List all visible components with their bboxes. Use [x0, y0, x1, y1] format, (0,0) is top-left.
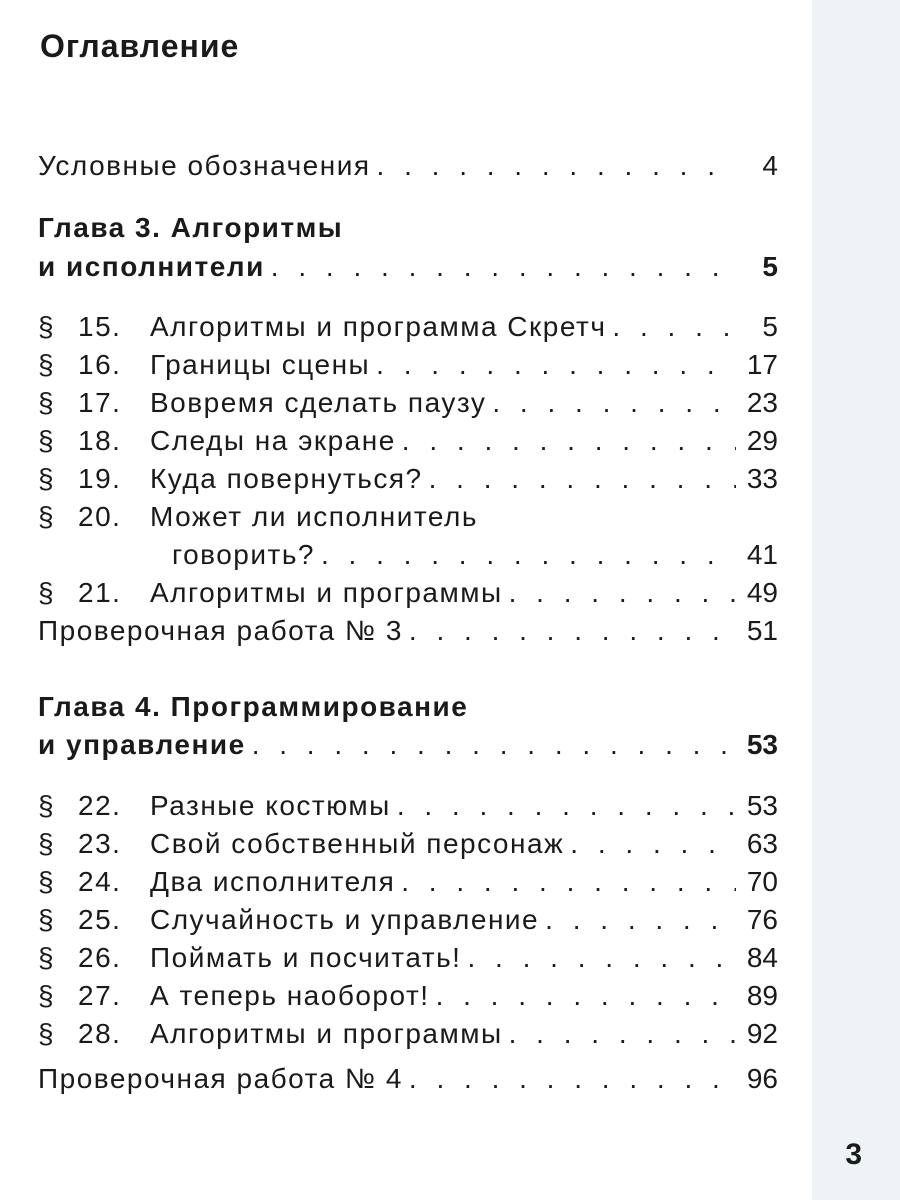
section-number: 19.	[78, 463, 122, 494]
toc-page-number: 96	[746, 1063, 778, 1094]
toc-entry-title: и исполнители	[38, 251, 265, 282]
dot-leader	[377, 150, 736, 182]
toc-page-number: 41	[746, 539, 778, 570]
toc-page-number: 5	[762, 251, 778, 282]
section-mark: §	[38, 349, 56, 380]
page-title: Оглавление	[40, 28, 240, 64]
section-mark: §	[38, 311, 56, 342]
dot-leader	[436, 980, 736, 1012]
dot-leader	[509, 1018, 736, 1050]
section-mark: §	[38, 980, 56, 1011]
section-mark: §	[38, 463, 56, 494]
toc-entry-section-17[interactable]	[38, 387, 778, 419]
toc-entry-section-19[interactable]	[38, 463, 778, 495]
toc-page-number: 33	[746, 463, 778, 494]
chapter-3-title-line1: Глава 3. Алгоритмы	[38, 212, 344, 243]
section-number: 22.	[78, 790, 122, 821]
section-number: 28.	[78, 1018, 122, 1049]
dot-leader	[397, 790, 736, 822]
section-mark: §	[38, 866, 56, 897]
toc-entry-test-4[interactable]	[38, 1063, 778, 1095]
toc-entry-title: Разные костюмы	[150, 790, 391, 821]
page-number: 3	[845, 1138, 862, 1171]
toc-entry-title: Проверочная работа № 3	[38, 615, 403, 646]
toc-page-number: 53	[746, 729, 778, 760]
toc-entry-title: Куда повернуться?	[150, 463, 423, 494]
dot-leader	[612, 311, 736, 343]
section-number: 24.	[78, 866, 122, 897]
toc-entry-section-24[interactable]	[38, 866, 778, 898]
toc-entry-title: А теперь наоборот!	[150, 980, 430, 1011]
toc-entry-section-20-line2[interactable]	[172, 539, 778, 571]
toc-page-number: 5	[762, 311, 778, 342]
dot-leader	[570, 828, 736, 860]
dot-leader	[409, 615, 736, 647]
section-mark: §	[38, 387, 56, 418]
toc-entry-section-25[interactable]	[38, 904, 778, 936]
toc-page-number: 49	[746, 577, 778, 608]
toc-page-number: 76	[746, 904, 778, 935]
section-mark: §	[38, 942, 56, 973]
toc-entry-section-21[interactable]	[38, 577, 778, 609]
dot-leader	[271, 251, 736, 283]
page-edge-strip	[812, 0, 900, 1200]
toc-entry-title: Проверочная работа № 4	[38, 1063, 403, 1094]
dot-leader	[429, 463, 736, 495]
toc-entry-section-26[interactable]	[38, 942, 778, 974]
toc-entry-title: Два исполнителя	[150, 866, 396, 897]
section-number: 26.	[78, 942, 122, 973]
dot-leader	[321, 539, 736, 571]
toc-entry-test-3[interactable]	[38, 615, 778, 647]
toc-entry-title: Условные обозначения	[38, 150, 371, 181]
toc-entry-section-18[interactable]	[38, 425, 778, 457]
toc-entry-section-16[interactable]	[38, 349, 778, 381]
toc-entry-chapter-3[interactable]	[38, 251, 778, 283]
toc-entry-chapter-4[interactable]	[38, 729, 778, 761]
toc-entry-section-20-line1[interactable]	[38, 501, 778, 533]
section-number: 25.	[78, 904, 122, 935]
section-number: 23.	[78, 828, 122, 859]
section-mark: §	[38, 501, 56, 532]
dot-leader	[376, 349, 736, 381]
toc-entry-legend[interactable]	[38, 150, 778, 182]
toc-entry-title: Алгоритмы и программы	[150, 577, 503, 608]
toc-entry-title: Поймать и посчитать!	[150, 942, 462, 973]
section-mark: §	[38, 790, 56, 821]
section-mark: §	[38, 904, 56, 935]
dot-leader	[252, 729, 736, 761]
toc-entry-section-22[interactable]	[38, 790, 778, 822]
toc-entry-title: Случайность и управление	[150, 904, 540, 935]
dot-leader	[492, 387, 736, 419]
section-number: 18.	[78, 425, 122, 456]
section-number: 20.	[78, 501, 122, 532]
toc-entry-section-28[interactable]	[38, 1018, 778, 1050]
section-mark: §	[38, 1018, 56, 1049]
toc-page-number: 17	[746, 349, 778, 380]
dot-leader	[467, 942, 736, 974]
section-number: 17.	[78, 387, 122, 418]
toc-entry-title: Алгоритмы и программа Скретч	[150, 311, 607, 342]
toc-page-number: 23	[746, 387, 778, 418]
section-mark: §	[38, 425, 56, 456]
dot-leader	[545, 904, 736, 936]
toc-page-number: 63	[746, 828, 778, 859]
section-number: 16.	[78, 349, 122, 380]
toc-page-number: 84	[746, 942, 778, 973]
toc-page-number: 51	[746, 615, 778, 646]
toc-page-number: 89	[746, 980, 778, 1011]
toc-entry-title: Может ли исполнитель	[150, 501, 478, 532]
section-mark: §	[38, 577, 56, 608]
section-number: 27.	[78, 980, 122, 1011]
toc-entry-title: Следы на экране	[150, 425, 396, 456]
toc-entry-title: Вовремя сделать паузу	[150, 387, 487, 418]
toc-page-number: 92	[746, 1018, 778, 1049]
dot-leader	[409, 1063, 736, 1095]
dot-leader	[402, 425, 736, 457]
toc-entry-title-continued: говорить?	[172, 539, 315, 570]
section-number: 15.	[78, 311, 122, 342]
toc-entry-section-23[interactable]	[38, 828, 778, 860]
chapter-4-title-line1: Глава 4. Программирование	[38, 691, 469, 722]
toc-entry-title: Алгоритмы и программы	[150, 1018, 503, 1049]
toc-entry-title: Свой собственный персонаж	[150, 828, 565, 859]
toc-entry-title: и управление	[38, 729, 246, 760]
dot-leader	[509, 577, 736, 609]
toc-entry-title: Границы сцены	[150, 349, 371, 380]
toc-entry-section-27[interactable]	[38, 980, 778, 1012]
toc-page-number: 53	[746, 790, 778, 821]
toc-page-number: 29	[746, 425, 778, 456]
toc-entry-section-15[interactable]	[38, 311, 778, 343]
section-mark: §	[38, 828, 56, 859]
toc-page-number: 70	[746, 866, 778, 897]
dot-leader	[401, 866, 736, 898]
toc-page-number: 4	[762, 150, 778, 181]
section-number: 21.	[78, 577, 122, 608]
